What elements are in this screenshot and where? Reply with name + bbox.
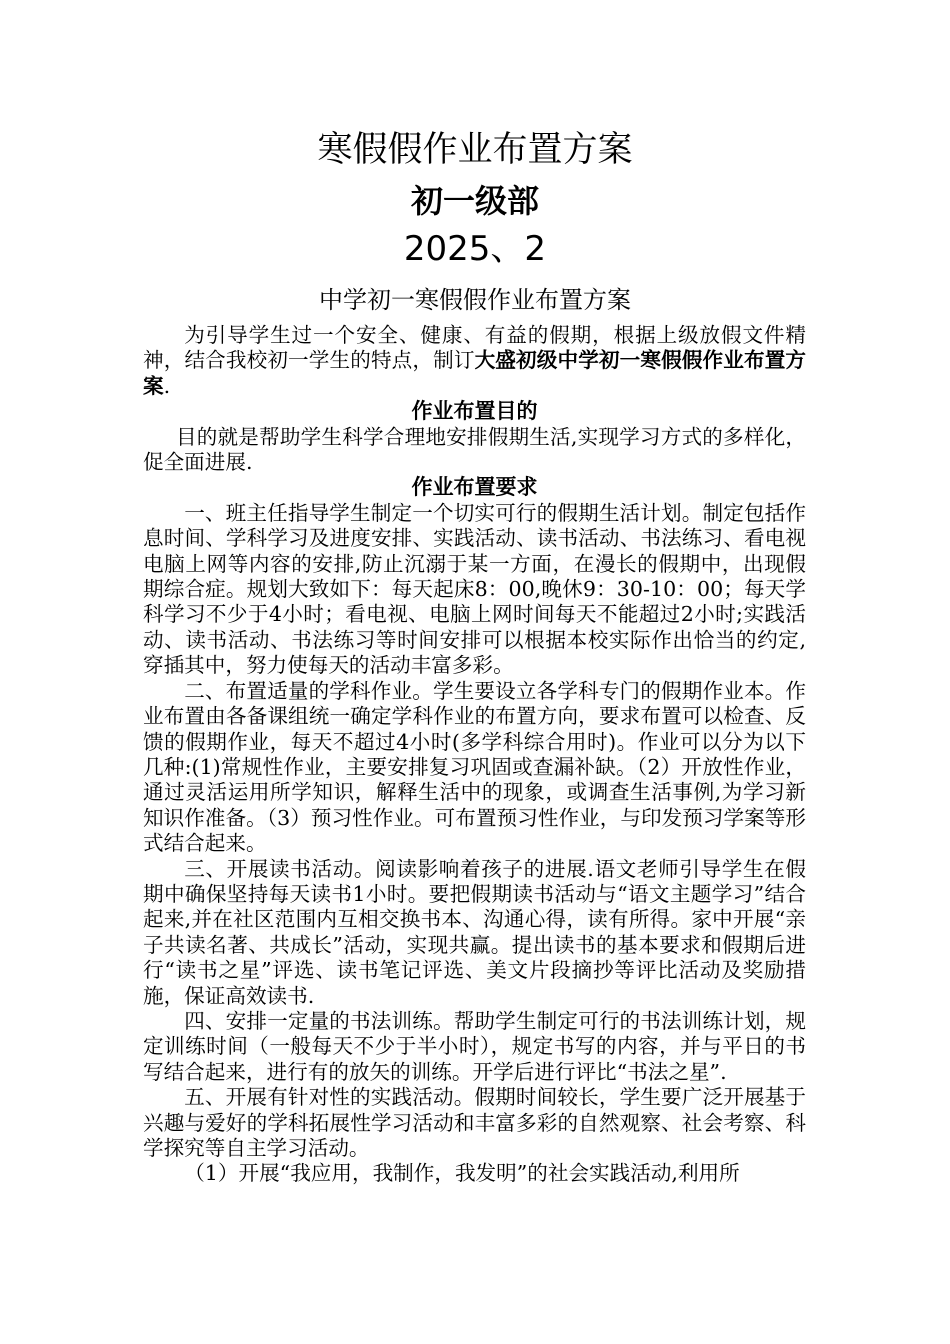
purpose-heading: 作业布置目的	[411, 399, 538, 424]
requirements-heading: 作业布置要求	[411, 475, 538, 500]
intro-text: 为引导学生过一个安全、健康、有益的假期，根据上级放假文件精神，结合我校初一学生的特点，制订	[143, 323, 806, 373]
requirement-paragraph-6: （1）开展“我应用，我制作，我发明”的社会实践活动,利用所	[184, 1161, 740, 1186]
plan-heading: 中学初一寒假假作业布置方案	[319, 286, 631, 314]
requirement-paragraph-5: 五、开展有针对性的实践活动。假期时间较长，学生要广泛开展基于兴趣与爱好的学科拓展性学习活动和丰富多彩的自然观察、社会考察、科学探究等自主学习活动。	[143, 1085, 806, 1160]
intro-end: .	[163, 373, 171, 398]
requirement-paragraph-1: 一、班主任指导学生制定一个切实可行的假期生活计划。制定包括作息时间、学科学习及进度安排、实践活动、读书活动、书法练习、看电视电脑上网等内容的安排,防止沉溺于某一方面，在漫长的假期中，出现假期综合症。规划大致如下：每天起床8：00,晚休9：30-10：00；每天学科学习不少于4小时；看电视、电脑上网时间每天不能超过2小时;实践活动、读书活动、书法练习等时间安排可以根据本校实际作出恰当的约定,穿插其中，努力使每天的活动丰富多彩。	[143, 500, 806, 678]
intro-bold-text: 大盛初级中学初一寒假假作业布置方案	[143, 348, 807, 398]
department-title: 初一级部	[410, 182, 539, 220]
requirement-paragraph-2: 二、布置适量的学科作业。学生要设立各学科专门的假期作业本。作业布置由各备课组统一确定学科作业的布置方向，要求布置可以检查、反馈的假期作业，每天不超过4小时(多学科综合用时)。作业可以分为以下几种:(1)常规性作业，主要安排复习巩固或查漏补缺。（2）开放性作业，通过灵活运用所学知识，解释生活中的现象，或调查生活事例,为学习新知识作准备。（3）预习性作业。可布置预习性作业，与印发预习学案等形式结合起来。	[143, 678, 806, 856]
document-body	[143, 323, 806, 1187]
document-title: 寒假假作业布置方案	[317, 130, 633, 170]
date-title: 2025、2	[403, 229, 547, 269]
intro-paragraph	[143, 323, 806, 399]
purpose-paragraph: 目的就是帮助学生科学合理地安排假期生活,实现学习方式的多样化，促全面进展.	[143, 424, 806, 475]
requirement-paragraph-3: 三、开展读书活动。阅读影响着孩子的进展.语文老师引导学生在假期中确保坚持每天读书1小时。要把假期读书活动与“语文主题学习”结合起来,并在社区范围内互相交换书本、沟通心得，读有所得。家中开展“亲子共读名著、共成长”活动，实现共赢。提出读书的基本要求和假期后进行“读书之星”评选、读书笔记评选、美文片段摘抄等评比活动及奖励措施，保证高效读书.	[143, 856, 806, 1008]
requirement-paragraph-4: 四、安排一定量的书法训练。帮助学生制定可行的书法训练计划，规定训练时间（一般每天不少于半小时），规定书写的内容，并与平日的书写结合起来，进行有的放矢的训练。开学后进行评比“书法之星”.	[143, 1008, 806, 1084]
